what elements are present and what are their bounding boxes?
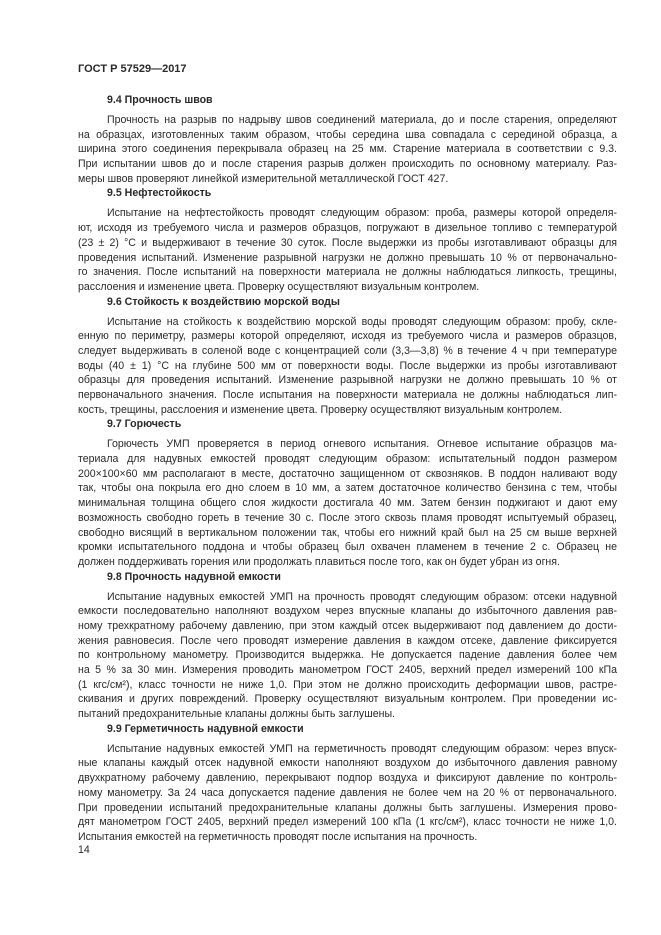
paragraph-line: енную по периметру, размеры которой определяют, исходя из требуемого числа и размеров образцов, (78, 330, 617, 343)
paragraph-line: дят манометром ГОСТ 2405, верхний предел измерений 100 кПа (1 кгс/см²), класс точности не ниже 1,0. (78, 816, 617, 829)
paragraph-line: на образцах, изготовленных таким образом, чтобы середина шва совпадала с серединой образца, а (78, 128, 617, 141)
section (78, 93, 617, 186)
paragraph-line: двухкратному рабочему давлению, перекрывают подпор воздуха и фиксируют давление по контроль- (78, 772, 617, 785)
paragraph-line: первоначального значения. После испытания на поверхности материала не должны наблюдаться лип- (78, 389, 617, 401)
paragraph-line: териала для надувных емкостей проводят следующим образом: испытательный поддон размером (78, 453, 617, 466)
paragraph-line: на 5 % за 30 мин. Измерения проводить манометром ГОСТ 2405, верхний предел измерений 100 кПа (78, 664, 617, 676)
paragraph-line: следует выдерживать в соленой воде с концентрацией соли (3,3—3,8) % в течение 4 ч при температуре (78, 344, 617, 357)
paragraph-line: расслоения и изменение цвета. Проверку осуществляют визуальным контролем. (78, 280, 480, 293)
paragraph-line: скивания и других повреждений. Проверку осуществляют визуальным контролем. При проведении ис- (78, 693, 617, 706)
paragraph-line: проведения испытаний. Изменение разрывной нагрузки не должно превышать 10 % от первоначально- (78, 251, 617, 264)
paragraph-line: ширина этого соединения перекрывала образец на 25 мм. Старение материала в соответствии с 9.3. (78, 143, 617, 156)
paragraph-line: по контрольному манометру. Производится выдержка. Не допускается падение давления более чем (78, 649, 617, 662)
section-heading: 9.8 Прочность надувной емкости (107, 570, 281, 583)
paragraph-line: ют, исходя из требуемого числа и размеров образцов, погружают в дизельное топливо с температурой (78, 222, 617, 235)
paragraph-line: Испытание надувных емкостей УМП на прочность проводят следующим образом: отсеки надувной (107, 590, 617, 603)
paragraph-line: воды (40 ± 1) °С на глубине 500 мм от поверхности воды. После выдержки из пробы изготавливают (78, 359, 617, 372)
paragraph-line: го значения. После испытаний на поверхности материала не должны наблюдаться липкость, трещины, (78, 266, 617, 279)
section (78, 295, 617, 418)
section-heading: 9.7 Горючесть (107, 418, 182, 431)
paragraph-line: Прочность на разрыв по надрыву швов соединений материала, до и после старения, определяют (107, 114, 617, 126)
paragraph-line: должен поддерживать горения или продолжать плавиться после того, как он будет убран из огня. (78, 555, 560, 568)
paragraph-line: кромки испытательного поддона и чтобы образец был охвачен пламенем в течение 2 с. Образец не (78, 541, 617, 554)
document-header: ГОСТ Р 57529—2017 (78, 63, 187, 75)
paragraph-line: свободно висящий в вертикальном положении так, чтобы его нижний край был на 25 см выше верхней (78, 526, 617, 539)
paragraph-line: (1 кгс/см²), класс точности не ниже 1,0. При этом не должно происходить деформации швов, растре- (78, 678, 617, 691)
paragraph-line: ные клапаны каждый отсек надувной емкости наполняют воздухом до избыточного давления равному (78, 757, 617, 770)
paragraph-line: Испытание на стойкость к воздействию морской воды проводят следующим образом: пробу, скле- (107, 315, 617, 328)
document-body (78, 93, 617, 845)
paragraph-line: возможность свободно гореть в течение 30 с. После этого сквозь пламя проводят испытуемый образец, (78, 511, 617, 524)
paragraph-line: кость, трещины, расслоения и изменение цвета. Проверку осуществляют визуальным контролем. (78, 403, 563, 416)
page-number: 14 (78, 844, 90, 856)
paragraph-line: пытаний предохранительные клапаны должны быть заглушены. (78, 708, 395, 721)
section-heading: 9.6 Стойкость к воздействию морской воды (107, 295, 340, 308)
paragraph-line: При испытании швов до и после старения разрыв должен происходить по основному материалу. Раз- (78, 158, 617, 171)
paragraph-line: При проведении испытаний предохранительные клапаны должны быть заглушены. Измерения прово- (78, 801, 617, 814)
paragraph-line: Испытание надувных емкостей УМП на герметичность проводят следующим образом: через впуск- (107, 742, 617, 755)
paragraph-line: ному манометру. За 24 часа допускается падение давления не более чем на 20 % от первоначального. (78, 786, 617, 799)
section-heading: 9.5 Нефтестойкость (107, 187, 212, 200)
section (78, 570, 617, 722)
paragraph-line: жения равновесия. После чего проводят измерение давления в каждом отсеке, давление фиксируется (78, 634, 617, 647)
paragraph-line: Горючесть УМП проверяется в период огневого испытания. Огневое испытание образцов ма- (107, 438, 617, 451)
paragraph-line: образцы для проведения испытаний. Изменение разрывной нагрузки не должно превышать 10 % от (78, 374, 617, 387)
paragraph-line: Испытания емкостей на герметичность проводят после испытания на прочность. (78, 830, 478, 843)
paragraph-line: емкости последовательно наполняют воздухом через впускные клапаны до избыточного давления рав- (78, 605, 617, 618)
paragraph-line: Испытание на нефтестойкость проводят следующим образом: проба, размеры которой определя- (107, 207, 617, 220)
paragraph-line: меры швов проверяют линейкой измерительной металлической ГОСТ 427. (78, 172, 449, 185)
paragraph-line: так, чтобы она покрыла его дно слоем в 10 мм, а затем достаточное количество бензина с тем, чтобы (78, 482, 617, 495)
paragraph-line: минимальная толщина общего слоя жидкости достигала 40 мм. Затем бензин поджигают и дают ему (78, 497, 617, 510)
section-heading: 9.4 Прочность швов (107, 94, 213, 106)
section (78, 417, 617, 569)
section-heading: 9.9 Герметичность надувной емкости (107, 722, 304, 735)
paragraph-line: (23 ± 2) °С и выдерживают в течение 30 суток. После выдержки из пробы изготавливают образцы для (78, 236, 617, 249)
section (78, 186, 617, 294)
paragraph-line: ному трехкратному рабочему давлению, при этом каждый отсек выдерживают под давлением до дости- (78, 619, 617, 632)
paragraph-line: 200×100×60 мм располагают в месте, достаточно защищенном от сквозняков. В поддон наливают воду (78, 467, 617, 480)
section (78, 722, 617, 845)
